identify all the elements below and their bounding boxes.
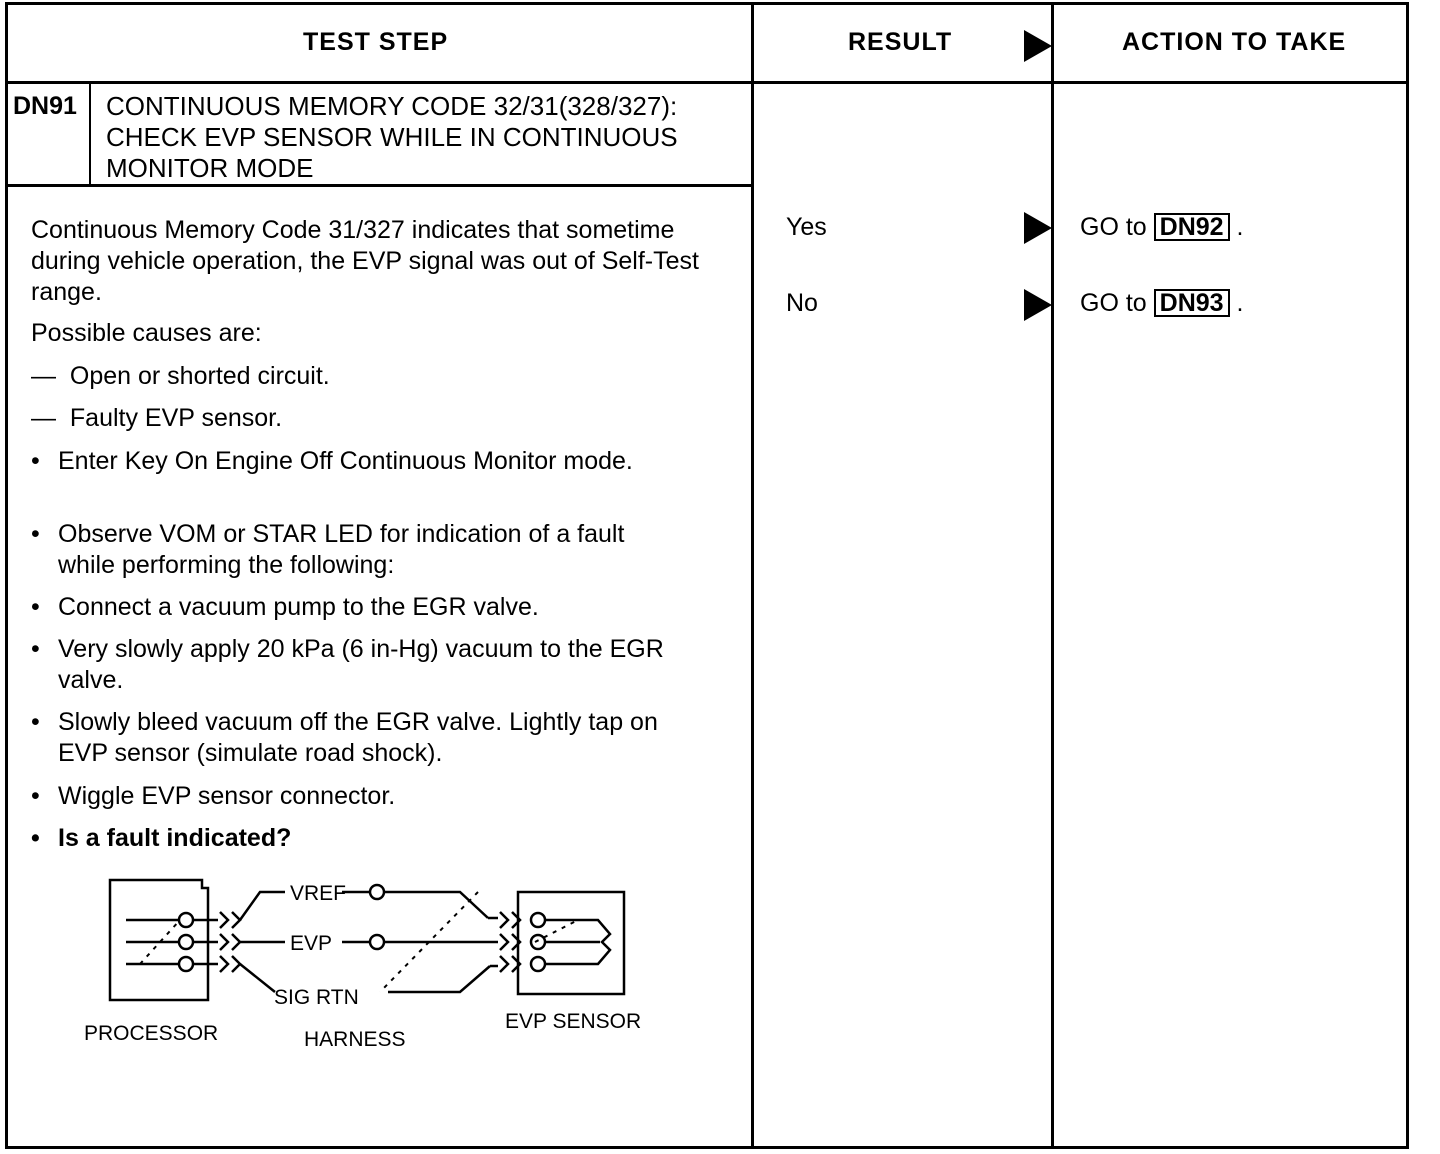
header-result: RESULT — [848, 28, 953, 56]
step-title-divider — [5, 184, 753, 187]
result-no: No — [786, 289, 818, 317]
intro-text: Continuous Memory Code 31/327 indicates that sometime during vehicle operation, the EVP signal was out of Self-Test range. — [31, 216, 699, 306]
step-item: • Very slowly apply 20 kPa (6 in-Hg) vacuum to the EGR valve. — [58, 634, 723, 696]
wire-label: VREF — [290, 882, 347, 905]
wire-label: EVP — [290, 932, 333, 955]
step-ref-link[interactable]: DN93 — [1154, 289, 1230, 317]
step-item: • Wiggle EVP sensor connector. — [58, 781, 698, 812]
result-yes: Yes — [786, 213, 827, 241]
processor-label: PROCESSOR — [84, 1022, 219, 1045]
column-divider — [751, 2, 754, 1149]
wiring-diagram — [80, 870, 680, 1060]
header-divider — [5, 81, 1409, 84]
step-code-divider — [89, 81, 91, 186]
step-item: • Observe VOM or STAR LED for indication of a fault while performing the following: — [58, 519, 688, 581]
causes-heading: Possible causes are: — [31, 319, 262, 347]
wire-label: SIG RTN — [274, 986, 359, 1009]
cause-item: — Faulty EVP sensor. — [31, 404, 283, 432]
action-no: GO to DN93 . — [1080, 289, 1244, 317]
step-item: • Slowly bleed vacuum off the EGR valve. Lightly tap on EVP sensor (simulate road shock). — [58, 707, 698, 769]
question: • Is a fault indicated? — [58, 823, 291, 854]
action-yes: GO to DN92 . — [1080, 213, 1244, 241]
arrow-icon — [1024, 289, 1052, 321]
column-divider — [1051, 2, 1054, 1149]
header-action: ACTION TO TAKE — [1122, 28, 1347, 56]
arrow-icon — [1024, 212, 1052, 244]
cause-item: — Open or shorted circuit. — [31, 362, 330, 390]
harness-label: HARNESS — [304, 1028, 406, 1051]
step-item: • Connect a vacuum pump to the EGR valve. — [58, 592, 718, 623]
sensor-label: EVP SENSOR — [505, 1010, 642, 1033]
step-item: • Enter Key On Engine Off Continuous Monitor mode. — [58, 446, 658, 477]
step-ref-link[interactable]: DN92 — [1154, 213, 1230, 241]
header-test-step: TEST STEP — [303, 28, 449, 56]
step-code: DN91 — [13, 92, 77, 120]
arrow-icon — [1024, 30, 1052, 62]
step-title: CONTINUOUS MEMORY CODE 32/31(328/327): CHECK EVP SENSOR WHILE IN CONTINUOUS MONITOR MODE — [106, 91, 678, 183]
